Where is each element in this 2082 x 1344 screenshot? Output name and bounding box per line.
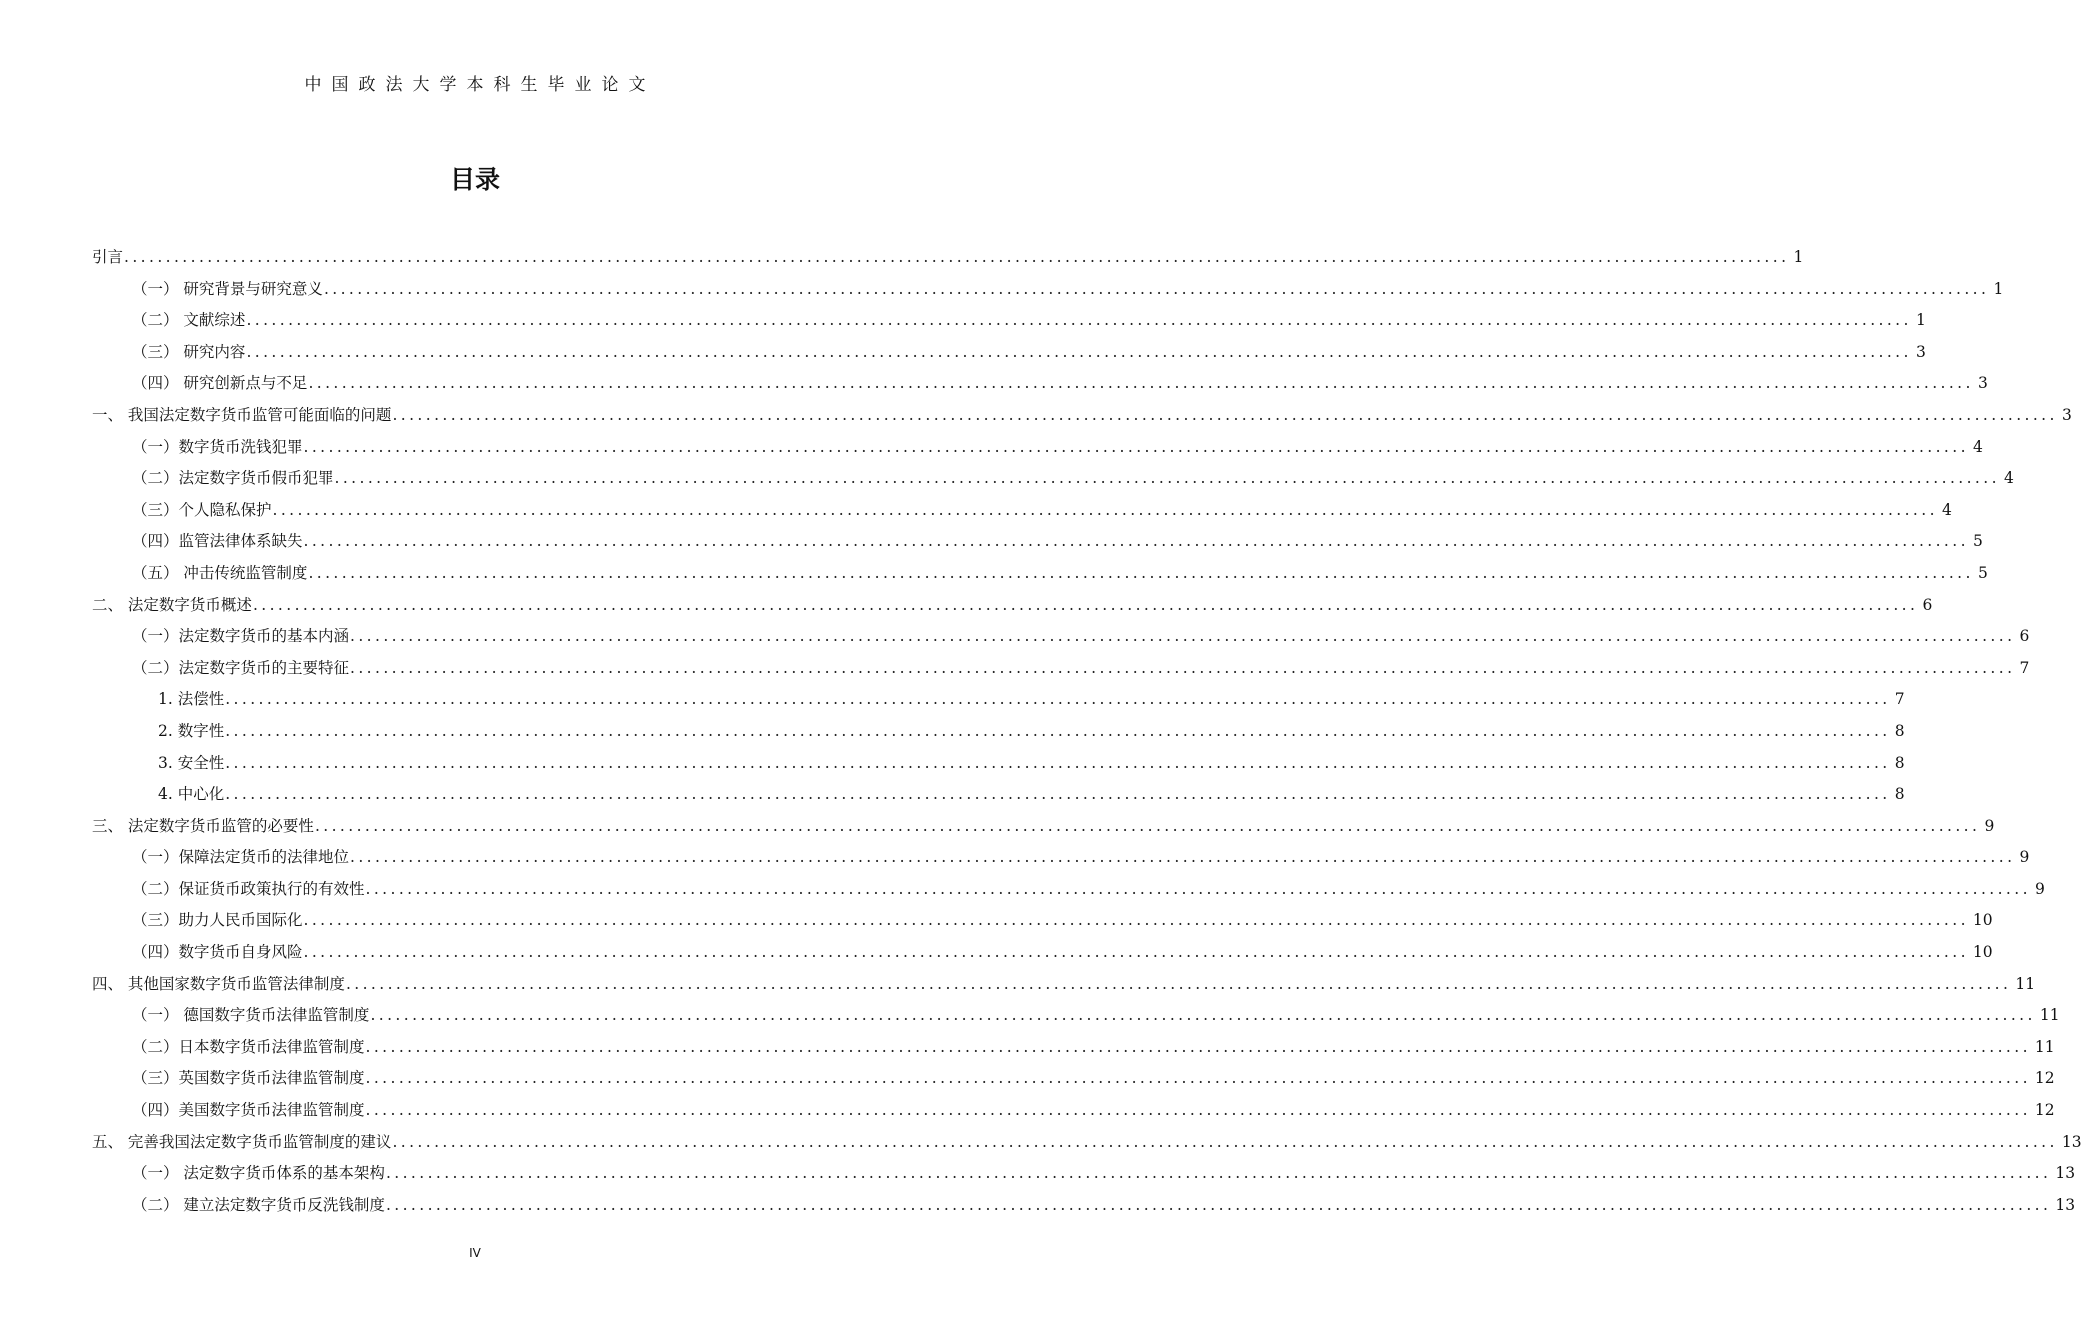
- toc-entry[interactable]: [92, 874, 2045, 906]
- toc-entry[interactable]: [92, 811, 1995, 843]
- toc-dot-leader: ........................................................................................................................................................................................................: [246, 342, 1912, 361]
- toc-dot-leader: ........................................................................................................................................................................................................: [370, 1006, 2036, 1025]
- toc-dot-leader: ........................................................................................................................................................................................................: [334, 469, 2000, 488]
- toc-dot-leader: ........................................................................................................................................................................................................: [303, 911, 1969, 930]
- toc-dot-leader: ........................................................................................................................................................................................................: [225, 753, 1891, 772]
- toc-entry[interactable]: [92, 969, 2036, 1001]
- toc-entry-page: 8: [1894, 785, 1905, 804]
- toc-entry-title: 五、 完善我国法定数字货币监管制度的建议: [92, 1132, 392, 1151]
- toc-dot-leader: ........................................................................................................................................................................................................: [308, 563, 1974, 582]
- toc-entry-title: （四）监管法律体系缺失: [132, 532, 303, 551]
- toc-dot-leader: ........................................................................................................................................................................................................: [246, 311, 1912, 330]
- toc-entry[interactable]: [92, 1000, 2060, 1032]
- toc-entry[interactable]: [92, 842, 2030, 874]
- toc-entry-title: （三）个人隐私保护: [132, 500, 272, 519]
- toc-entry-page: 11: [2034, 1037, 2055, 1056]
- toc-dot-leader: ........................................................................................................................................................................................................: [303, 943, 1969, 962]
- toc-entry[interactable]: [92, 463, 2014, 495]
- toc-dot-leader: ........................................................................................................................................................................................................: [365, 1101, 2031, 1120]
- toc-entry-title: （二）日本数字货币法律监管制度: [132, 1037, 365, 1056]
- toc-entry[interactable]: [92, 905, 1993, 937]
- toc-entry[interactable]: [92, 1032, 2055, 1064]
- toc-entry-title: （一） 研究背景与研究意义: [132, 279, 323, 298]
- toc-entry-title: （三）英国数字货币法律监管制度: [132, 1069, 365, 1088]
- toc-entry[interactable]: [92, 1158, 2076, 1190]
- toc-dot-leader: ........................................................................................................................................................................................................: [365, 879, 2031, 898]
- toc-dot-leader: ........................................................................................................................................................................................................: [350, 658, 2016, 677]
- toc-entry-title: 引言: [92, 248, 124, 266]
- toc-dot-leader: ........................................................................................................................................................................................................: [365, 1037, 2031, 1056]
- toc-entry[interactable]: [92, 621, 2030, 653]
- toc-entry-page: 12: [2034, 1069, 2055, 1088]
- toc-dot-leader: ........................................................................................................................................................................................................: [272, 500, 1938, 519]
- toc-entry-title: （四）美国数字货币法律监管制度: [132, 1101, 365, 1120]
- toc-entry-page: 7: [2019, 658, 2030, 677]
- toc-entry[interactable]: [92, 526, 1983, 558]
- toc-entry-page: 4: [2004, 469, 2014, 488]
- toc-entry-title: （三） 研究内容: [132, 342, 246, 361]
- toc-entry-page: 13: [2061, 1132, 2082, 1151]
- toc-dot-leader: ........................................................................................................................................................................................................: [392, 405, 2058, 424]
- toc-entry-title: （二） 建立法定数字货币反洗钱制度: [132, 1195, 385, 1214]
- toc-entry-page: 6: [2019, 627, 2030, 646]
- toc-entry[interactable]: [92, 716, 1905, 748]
- toc-entry-page: 8: [1894, 753, 1905, 772]
- toc-entry-page: 10: [1972, 943, 1993, 962]
- toc-entry-page: 9: [1984, 816, 1995, 835]
- toc-entry-page: 3: [1977, 374, 1988, 393]
- toc-entry-page: 5: [1973, 532, 1983, 551]
- toc-entry-page: 1: [1793, 248, 1804, 266]
- toc-entry-title: （一）保障法定货币的法律地位: [132, 848, 350, 867]
- toc-entry[interactable]: [92, 558, 1988, 590]
- toc-entry-page: 1: [1993, 279, 2004, 298]
- toc-entry-page: 12: [2034, 1101, 2055, 1120]
- toc-entry-page: 3: [2061, 405, 2072, 424]
- toc-dot-leader: ........................................................................................................................................................................................................: [385, 1164, 2052, 1183]
- toc-dot-leader: ........................................................................................................................................................................................................: [225, 785, 1891, 804]
- toc-entry-page: 9: [2035, 879, 2045, 898]
- toc-entry[interactable]: [92, 305, 1926, 337]
- toc-entry[interactable]: [92, 684, 1905, 716]
- toc-entry-title: （一） 法定数字货币体系的基本架构: [132, 1164, 385, 1183]
- toc-entry-title: （一）数字货币洗钱犯罪: [132, 437, 303, 456]
- toc-entry[interactable]: [92, 748, 1905, 780]
- toc-dot-leader: ........................................................................................................................................................................................................: [345, 974, 2012, 993]
- toc-entry-page: 8: [1894, 721, 1905, 740]
- toc-dot-leader: ........................................................................................................................................................................................................: [323, 279, 1990, 298]
- toc-entry-title: （五） 冲击传统监管制度: [132, 563, 308, 582]
- toc-entry[interactable]: [92, 653, 2030, 685]
- page-title: 目录: [449, 165, 500, 194]
- toc-entry-page: 11: [2039, 1006, 2060, 1025]
- toc-entry[interactable]: [92, 1190, 2076, 1222]
- toc-dot-leader: ........................................................................................................................................................................................................: [365, 1069, 2031, 1088]
- toc-entry-title: （二）保证货币政策执行的有效性: [132, 879, 365, 898]
- toc-dot-leader: ........................................................................................................................................................................................................: [385, 1195, 2052, 1214]
- toc-entry[interactable]: [92, 432, 1983, 464]
- toc-dot-leader: ........................................................................................................................................................................................................: [303, 532, 1969, 551]
- toc-dot-leader: ........................................................................................................................................................................................................: [350, 848, 2016, 867]
- toc-entry-page: 3: [1915, 342, 1926, 361]
- toc-entry[interactable]: [92, 337, 1926, 369]
- toc-entry[interactable]: [92, 779, 1905, 811]
- toc-dot-leader: ........................................................................................................................................................................................................: [252, 595, 1919, 614]
- toc-entry[interactable]: [92, 274, 2004, 306]
- toc-entry-title: （二）法定数字货币的主要特征: [132, 658, 350, 677]
- toc-entry-page: 9: [2019, 848, 2030, 867]
- toc-dot-leader: ........................................................................................................................................................................................................: [308, 374, 1974, 393]
- toc-entry-page: 10: [1972, 911, 1993, 930]
- page-number: IV: [469, 1246, 481, 1260]
- toc-entry[interactable]: [92, 1063, 2055, 1095]
- toc-dot-leader: ........................................................................................................................................................................................................: [303, 437, 1969, 456]
- toc-entry[interactable]: [92, 400, 2072, 432]
- toc-dot-leader: ........................................................................................................................................................................................................: [124, 248, 1790, 266]
- toc-entry-title: （四） 研究创新点与不足: [132, 374, 308, 393]
- toc-entry[interactable]: [92, 495, 1952, 527]
- toc-dot-leader: ........................................................................................................................................................................................................: [314, 816, 1981, 835]
- toc-entry-page: 5: [1977, 563, 1988, 582]
- toc-entry-title: （一）法定数字货币的基本内涵: [132, 627, 350, 646]
- toc-entry-page: 6: [1922, 595, 1933, 614]
- toc-entry-title: （三）助力人民币国际化: [132, 911, 303, 930]
- toc-entry-page: 4: [1942, 500, 1952, 519]
- toc-entry-title: 二、 法定数字货币概述: [92, 595, 252, 614]
- toc-entry-title: 一、 我国法定数字货币监管可能面临的问题: [92, 405, 392, 424]
- toc-entry-title: 四、 其他国家数字货币监管法律制度: [92, 974, 345, 993]
- toc-dot-leader: ........................................................................................................................................................................................................: [225, 690, 1891, 709]
- toc-entry[interactable]: [92, 937, 1993, 969]
- toc-entry[interactable]: [92, 1127, 2082, 1159]
- toc-entry-title: （二）法定数字货币假币犯罪: [132, 469, 334, 488]
- toc-entry-page: 1: [1915, 311, 1926, 330]
- toc-entry-title: （二） 文献综述: [132, 311, 246, 330]
- toc-entry-title: （四）数字货币自身风险: [132, 943, 303, 962]
- toc-entry[interactable]: [92, 590, 1933, 622]
- toc-entry-title: 1. 法偿性: [158, 690, 225, 709]
- toc-entry[interactable]: [92, 1095, 2055, 1127]
- toc-entry-page: 13: [2055, 1164, 2076, 1183]
- toc-dot-leader: ........................................................................................................................................................................................................: [225, 721, 1891, 740]
- toc-dot-leader: ........................................................................................................................................................................................................: [350, 627, 2016, 646]
- toc-entry-title: 2. 数字性: [158, 721, 225, 740]
- toc-entry-page: 13: [2055, 1195, 2076, 1214]
- toc-entry-title: 4. 中心化: [158, 785, 225, 804]
- toc-entry[interactable]: [92, 368, 1988, 400]
- toc-entry-page: 4: [1973, 437, 1983, 456]
- toc-entry-page: 11: [2015, 974, 2036, 993]
- toc-entry-title: 3. 安全性: [158, 753, 225, 772]
- toc-entry-page: 7: [1894, 690, 1905, 709]
- toc-entry-title: 三、 法定数字货币监管的必要性: [92, 816, 314, 835]
- table-of-contents: [92, 242, 2082, 1221]
- page-header: 中国政法大学本科生毕业论文: [304, 75, 656, 95]
- toc-entry-title: （一） 德国数字货币法律监管制度: [132, 1006, 370, 1025]
- toc-dot-leader: ........................................................................................................................................................................................................: [392, 1132, 2058, 1151]
- toc-entry[interactable]: [92, 242, 1804, 274]
